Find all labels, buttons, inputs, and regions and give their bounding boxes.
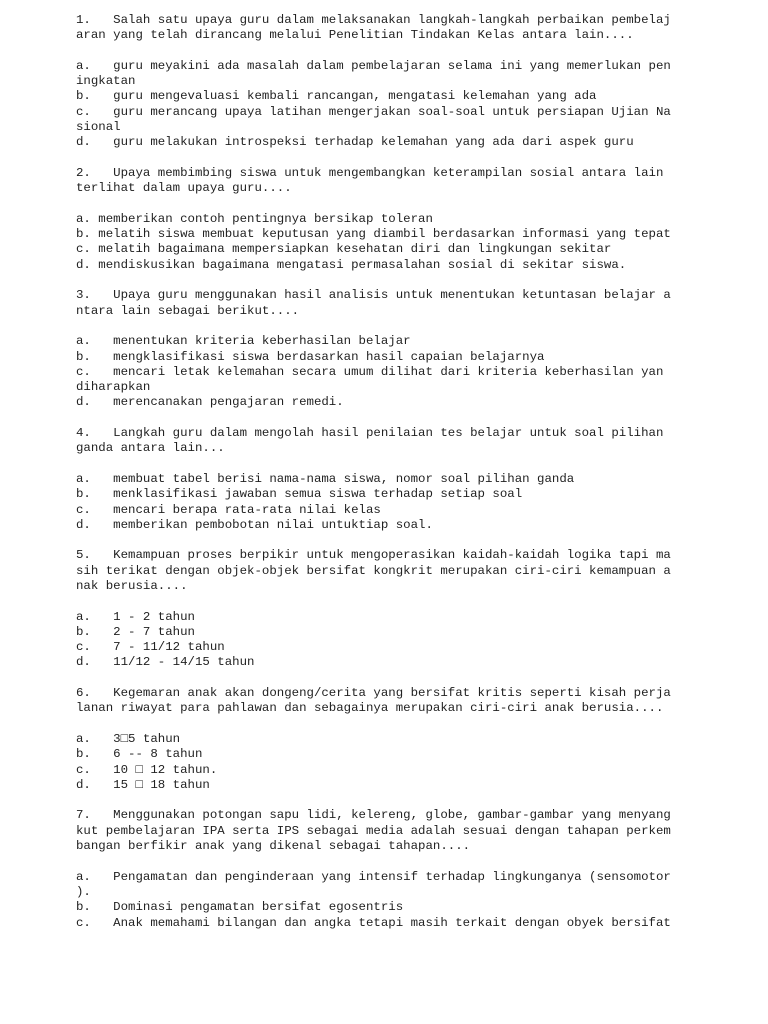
question-6-stem-line-2: lanan riwayat para pahlawan dan sebagainya merupakan ciri-ciri anak berusia.... — [76, 701, 664, 716]
question-7-option-c: c. Anak memahami bilangan dan angka tetapi masih terkait dengan obyek bersifat — [76, 915, 671, 930]
question-7-option-a-cont: ). — [76, 884, 91, 899]
question-5 — [76, 548, 756, 670]
question-2-option-a: a. memberikan contoh pentingnya bersikap toleran — [76, 211, 433, 226]
question-5-stem-line-3: nak berusia.... — [76, 578, 188, 593]
question-3-option-a: a. menentukan kriteria keberhasilan belajar — [76, 334, 411, 349]
question-5-option-d: d. 11/12 - 14/15 tahun — [76, 655, 255, 670]
spacer — [76, 319, 756, 334]
question-3-stem-line-1: 3. Upaya guru menggunakan hasil analisis untuk menentukan ketuntasan belajar a — [76, 288, 671, 303]
spacer — [76, 793, 756, 808]
question-1-option-a: a. guru meyakini ada masalah dalam pembelajaran selama ini yang memerlukan pen — [76, 58, 671, 73]
question-4-option-a: a. membuat tabel berisi nama-nama siswa, nomor soal pilihan ganda — [76, 471, 575, 486]
question-2-option-c: c. melatih bagaimana mempersiapkan kesehatan diri dan lingkungan sekitar — [76, 242, 612, 257]
question-1-option-d: d. guru melakukan introspeksi terhadap kelemahan yang ada dari aspek guru — [76, 135, 634, 150]
spacer — [76, 457, 756, 472]
question-3 — [76, 288, 756, 410]
question-2-stem-line-2: terlihat dalam upaya guru.... — [76, 181, 292, 196]
question-3-option-d: d. merencanakan pengajaran remedi. — [76, 395, 344, 410]
document-page — [76, 13, 756, 931]
question-1-option-c-cont: sional — [76, 120, 121, 135]
question-1-option-b: b. guru mengevaluasi kembali rancangan, mengatasi kelemahan yang ada — [76, 89, 597, 104]
question-3-option-c-cont: diharapkan — [76, 380, 151, 395]
question-5-stem-line-1: 5. Kemampuan proses berpikir untuk mengoperasikan kaidah-kaidah logika tapi ma — [76, 548, 671, 563]
question-4-option-d: d. memberikan pembobotan nilai untuktiap soal. — [76, 517, 433, 532]
question-4-stem-line-2: ganda antara lain... — [76, 441, 225, 456]
question-1-option-c: c. guru merancang upaya latihan mengerjakan soal-soal untuk persiapan Ujian Na — [76, 104, 671, 119]
question-7-stem-line-3: bangan berfikir anak yang dikenal sebagai tahapan.... — [76, 839, 471, 854]
spacer — [76, 197, 756, 212]
question-1-stem-line-1: 1. Salah satu upaya guru dalam melaksanakan langkah-langkah perbaikan pembelaj — [76, 13, 671, 27]
question-3-option-c: c. mencari letak kelemahan secara umum dilihat dari kriteria keberhasilan yan — [76, 364, 664, 379]
spacer — [76, 854, 756, 869]
question-4 — [76, 426, 756, 533]
spacer — [76, 671, 756, 686]
question-6-stem-line-1: 6. Kegemaran anak akan dongeng/cerita yang bersifat kritis seperti kisah perja — [76, 686, 671, 701]
question-7 — [76, 808, 756, 930]
question-7-stem-line-2: kut pembelajaran IPA serta IPS sebagai media adalah sesuai dengan tahapan perkem — [76, 823, 671, 838]
question-5-option-c: c. 7 - 11/12 tahun — [76, 640, 225, 655]
spacer — [76, 717, 756, 732]
spacer — [76, 533, 756, 548]
question-2-stem-line-1: 2. Upaya membimbing siswa untuk mengembangkan keterampilan sosial antara lain — [76, 165, 664, 180]
spacer — [76, 411, 756, 426]
question-3-option-b: b. mengklasifikasi siswa berdasarkan hasil capaian belajarnya — [76, 349, 545, 364]
question-4-option-b: b. menklasifikasi jawaban semua siswa terhadap setiap soal — [76, 487, 523, 502]
question-1 — [76, 13, 756, 151]
question-2-option-d: d. mendiskusikan bagaimana mengatasi permasalahan sosial di sekitar siswa. — [76, 257, 627, 272]
question-4-option-c: c. mencari berapa rata-rata nilai kelas — [76, 502, 381, 517]
spacer — [76, 273, 756, 288]
question-6 — [76, 686, 756, 793]
spacer — [76, 44, 756, 59]
spacer — [76, 151, 756, 166]
question-2-option-b: b. melatih siswa membuat keputusan yang diambil berdasarkan informasi yang tepat — [76, 227, 671, 242]
question-5-stem-line-2: sih terikat dengan objek-objek bersifat kongkrit merupakan ciri-ciri kemampuan a — [76, 563, 671, 578]
question-5-option-a: a. 1 - 2 tahun — [76, 609, 195, 624]
question-7-option-a: a. Pengamatan dan penginderaan yang intensif terhadap lingkunganya (sensomotor — [76, 869, 671, 884]
question-3-stem-line-2: ntara lain sebagai berikut.... — [76, 303, 300, 318]
question-5-option-b: b. 2 - 7 tahun — [76, 624, 195, 639]
question-7-option-b: b. Dominasi pengamatan bersifat egosentris — [76, 900, 404, 915]
question-6-option-d: d. 15 □ 18 tahun — [76, 777, 210, 792]
question-6-option-a: a. 3□5 tahun — [76, 731, 181, 746]
question-4-stem-line-1: 4. Langkah guru dalam mengolah hasil penilaian tes belajar untuk soal pilihan — [76, 426, 664, 441]
question-6-option-c: c. 10 □ 12 tahun. — [76, 762, 218, 777]
question-1-option-a-cont: ingkatan — [76, 74, 136, 89]
question-7-stem-line-1: 7. Menggunakan potongan sapu lidi, kelereng, globe, gambar-gambar yang menyang — [76, 808, 671, 823]
question-6-option-b: b. 6 -- 8 tahun — [76, 747, 203, 762]
question-2 — [76, 166, 756, 273]
question-1-stem-line-2: aran yang telah dirancang melalui Penelitian Tindakan Kelas antara lain.... — [76, 28, 634, 43]
spacer — [76, 594, 756, 609]
